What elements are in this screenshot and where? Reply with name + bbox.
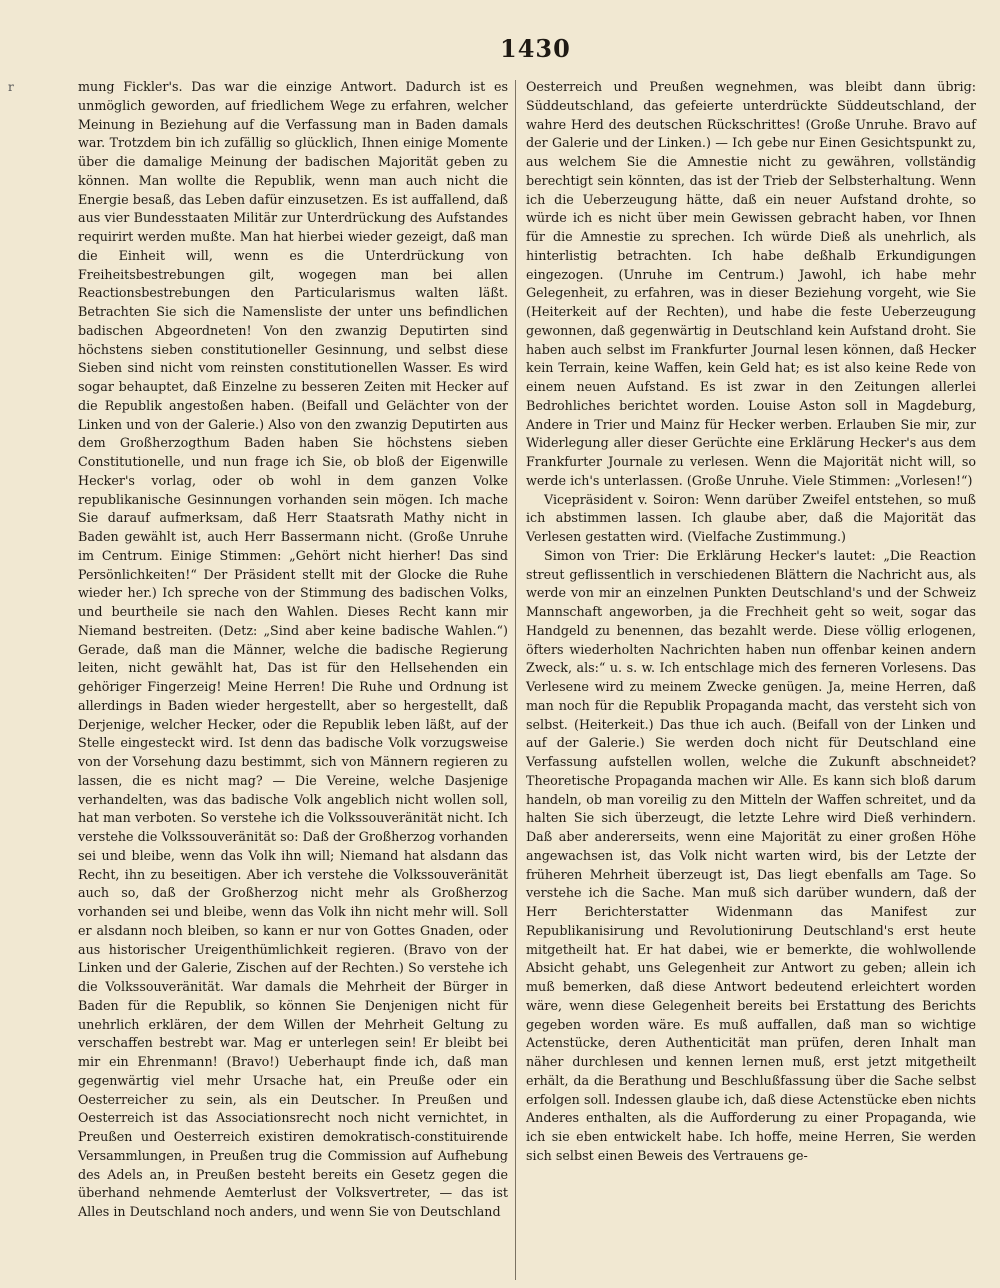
column-divider (515, 80, 516, 1280)
right-paragraph-1: Oesterreich und Preußen wegnehmen, was bleibt dann übrig: Süddeutschland, das gefeierte unterdrückte Süddeutschland, der wahre Herd des deutschen Rückschrittes! (Große Unruhe. Bravo auf der Galerie und der Linken.) — Ich gebe nur Einen Gesichtspunkt zu, aus welchem Sie die Amnestie nicht zu gewähren, vollständig berechtigt sein könnten, das ist der Trieb der Selbsterhaltung. Wenn ich die Ueberzeugung hätte, daß ein neuer Aufstand drohte, so würde ich es nicht über mein Gewissen gebracht haben, vor Ihnen für die Amnestie zu sprechen. Ich würde Dieß als unehrlich, als hinterlistig betrachten. Ich habe deßhalb Erkundigungen eingezogen. (Unruhe im Centrum.) Jawohl, ich habe mehr Gelegenheit, zu erfahren, was in dieser Beziehung vorgeht, wie Sie (Heiterkeit auf der Rechten), und habe die feste Ueberzeugung gewonnen, daß gegenwärtig in Deutschland kein Aufstand droht. Sie haben auch selbst im Frankfurter Journal lesen können, daß Hecker kein Terrain, keine Waffen, kein Geld hat; es ist also keine Rede von einem neuen Aufstand. Es ist zwar in den Zeitungen allerlei Bedrohliches berichtet worden. Louise Aston soll in Magdeburg, Andere in Trier und Mainz für Hecker werben. Erlauben Sie mir, zur Widerlegung aller dieser Gerüchte eine Erklärung Hecker's aus dem Frankfurter Journale zu verlesen. Wenn die Majorität nicht will, so werde ich's unterlassen. (Große Unruhe. Viele Stimmen: „Vorlesen!“) (526, 79, 976, 488)
right-paragraph-3: Simon von Trier: Die Erklärung Hecker's lautet: „Die Reaction streut geflissentlich in verschiedenen Blättern die Nachricht aus, als werde von mir an einzelnen Punkten Deutschland's und der Schweiz Mannschaft angeworben, ja die Frechheit geht so weit, sogar das Handgeld zu benennen, das bezahlt werde. Diese völlig erlogenen, öfters wiederholten Nachrichten haben nun offenbar keinen andern Zweck, als:“ u. s. w. Ich entschlage mich des ferneren Vorlesens. Das Verlesene wird zu meinem Zwecke genügen. Ja, meine Herren, daß man noch für die Republik Propaganda macht, das versteht sich von selbst. (Heiterkeit.) Das thue ich auch. (Beifall von der Linken und auf der Galerie.) Sie werden doch nicht für Deutschland eine Verfassung aufstellen wollen, welche die Zukunft abschneidet? Theoretische Propaganda machen wir Alle. Es kann sich bloß darum handeln, ob man voreilig zu den Mitteln der Waffen schreitet, und da halten Sie sich überzeugt, die letzte Lehre wird Dieß verhindern. Daß aber andererseits, wenn eine Majorität zu einer großen Höhe angewachsen ist, das Volk nicht warten wird, bis der Letzte der früheren Mehrheit überzeugt ist, Das liegt ebenfalls am Tage. So verstehe ich die Sache. Man muß sich darüber wundern, daß der Herr Berichterstatter Widenmann das Manifest zur Republikanisirung und Revolutionirung Deutschland's erst heute mitgetheilt hat. Er hat dabei, wie er bemerkte, die wohlwollende Absicht gehabt, uns Gelegenheit zur Antwort zu geben; allein ich muß bemerken, daß diese Antwort bedeutend erleichtert worden wäre, wenn diese Gelegenheit bereits bei Erstattung des Berichts gegeben worden wäre. Es muß auffallen, daß man so wichtige Actenstücke, deren Authenticität man prüfen, deren Inhalt man näher durchlesen und kennen lernen muß, erst jetzt mitgetheilt erhält, da die Berathung und Beschlußfassung über die Sache selbst erfolgen soll. Indessen glaube ich, daß diese Actenstücke eben nichts Anderes enthalten, als die Aufforderung zu einer Propaganda, wie ich sie eben entwickelt habe. Ich hoffe, meine Herren, Sie werden sich selbst einen Beweis des Vertrauens ge- (526, 547, 976, 1163)
right-column (526, 78, 976, 1166)
page-number: 1430 (500, 34, 571, 63)
margin-mark: r (8, 80, 14, 94)
right-paragraph-2: Vicepräsident v. Soiron: Wenn darüber Zweifel entstehen, so muß ich abstimmen lassen. Ich glaube aber, daß die Majorität das Verlesen gestatten wird. (Vielfache Zustimmung.) (526, 491, 976, 544)
left-column (78, 78, 508, 1222)
left-paragraph-1: mung Fickler's. Das war die einzige Antwort. Dadurch ist es unmöglich geworden, auf friedlichem Wege zu erfahren, welcher Meinung in Beziehung auf die Verfassung man in Baden damals war. Trotzdem bin ich zufällig so glücklich, Ihnen einige Momente über die damalige Meinung der badischen Majorität geben zu können. Man wollte die Republik, wenn man auch nicht die Energie besaß, das Leben dafür einzusetzen. Es ist auffallend, daß aus vier Bundesstaaten Militär zur Unterdrückung des Aufstandes requirirt werden mußte. Man hat hierbei wieder gezeigt, daß man die Einheit will, wenn es die Unterdrückung von Freiheitsbestrebungen gilt, wogegen man bei allen Reactionsbestrebungen den Particularismus walten läßt. Betrachten Sie sich die Namensliste der unter uns befindlichen badischen Abgeordneten! Von den zwanzig Deputirten sind höchstens sieben constitutioneller Gesinnung, und selbst diese Sieben sind nicht vom reinsten constitutionellen Wasser. Es wird sogar behauptet, daß Einzelne zu besseren Zeiten mit Hecker auf die Republik angestoßen haben. (Beifall und Gelächter von der Linken und von der Galerie.) Also von den zwanzig Deputirten aus dem Großherzogthum Baden haben Sie höchstens sieben Constitutionelle, und nun frage ich Sie, ob bloß der Eigenwille Hecker's vorlag, oder ob wohl in dem ganzen Volke republikanische Gesinnungen vorhanden sein mögen. Ich mache Sie darauf aufmerksam, daß Herr Staatsrath Mathy nicht in Baden gewählt ist, auch Herr Bassermann nicht. (Große Unruhe im Centrum. Einige Stimmen: „Gehört nicht hierher! Das sind Persönlichkeiten!“ Der Präsident stellt mit der Glocke die Ruhe wieder her.) Ich spreche von der Stimmung des badischen Volks, und beurtheile sie nach den Wahlen. Dieses Recht kann mir Niemand bestreiten. (Detz: „Sind aber keine badische Wahlen.“) Gerade, daß man die Männer, welche die badische Regierung leiten, nicht gewählt hat, Das ist für den Hellsehenden ein gehöriger Fingerzeig! Meine Herren! Die Ruhe und Ordnung ist allerdings in Baden wieder hergestellt, aber so hergestellt, daß Derjenige, welcher Hecker, oder die Republik leben läßt, auf der Stelle eingesteckt wird. Ist denn das badische Volk vorzugsweise von der Vorsehung dazu bestimmt, sich von Männern regieren zu lassen, die es nicht mag? — Die Vereine, welche Dasjenige verhandelten, was das badische Volk angeblich nicht wollen soll, hat man verboten. So verstehe ich die Volkssouveränität nicht. Ich verstehe die Volkssouveränität so: Daß der Großherzog vorhanden sei und bleibe, wenn das Volk ihn will; Niemand hat alsdann das Recht, ihn zu beseitigen. Aber ich verstehe die Volkssouveränität auch so, daß der Großherzog nicht mehr als Großherzog vorhanden sei und bleibe, wenn das Volk ihn nicht mehr will. Soll er alsdann noch bleiben, so kann er nur von Gottes Gnaden, oder aus historischer Ureigenthümlichkeit regieren. (Bravo von der Linken und der Galerie, Zischen auf der Rechten.) So verstehe ich die Volkssouveränität. War damals die Mehrheit der Bürger in Baden für die Republik, so können Sie Denjenigen nicht für unehrlich erklären, der dem Willen der Mehrheit Geltung zu verschaffen bestrebt war. Mag er unterlegen sein! Er bleibt bei mir ein Ehrenmann! (Bravo!) Ueberhaupt finde ich, daß man gegenwärtig viel mehr Ursache hat, ein Preuße oder ein Oesterreicher zu sein, als ein Deutscher. In Preußen und Oesterreich ist das Associationsrecht noch nicht vernichtet, in Preußen und Oesterreich existiren demokratisch-constituirende Versammlungen, in Preußen trug die Commission auf Aufhebung des Adels an, in Preußen besteht bereits ein Gesetz gegen die überhand nehmende Aemterlust der Volksvertreter, — das ist Alles in Deutschland noch anders, und wenn Sie von Deutschland (78, 79, 508, 1219)
